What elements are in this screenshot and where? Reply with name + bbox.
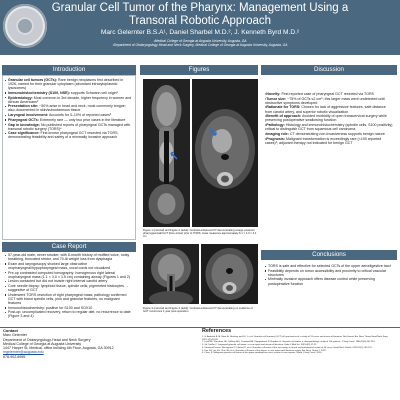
- reference-item: 4. Sanchez-Pereiro, Bonsignore CY, Batsul D, et al. Granular cell tumor of the oral cavity: a clinical and pathological review of 40 cases. Head Neck Pathol. 2018;12(1):153-157.: [202, 346, 373, 349]
- header-banner: [0, 0, 400, 55]
- intro-item: Pharyngeal GCTs: Extremely rare — only two prior cases in the literature: [4, 118, 132, 122]
- intro-item: Laryngeal involvement: Accounts for 3–10% of reported cases³: [4, 113, 132, 117]
- affiliation-1: ¹Medical College of Georgia at Augusta University, Augusta, GA: [153, 38, 247, 43]
- figure-3-coronal-ct: [143, 244, 199, 304]
- figure-3-image: [143, 244, 199, 304]
- references-title: References: [202, 328, 232, 334]
- figure-2-axial-ct: [192, 79, 258, 227]
- reference-item: 2. Lack EE, Worsham GF, Callihan MD, Crawford BE, Klappenbach S, Rowden G. Granular cell tumor: a clinicopathologic study of 110 patients. J Surg Oncol. 1980;13(4):301-316.: [202, 341, 376, 344]
- conclusions-header: Conclusions: [261, 250, 397, 260]
- case-item: Underwent TORS resection of right pharyngeal mass; pathology confirmed GCT with bland spindle cells, pink and granular features, no malignant features: [4, 293, 132, 305]
- figure-2-image: [192, 79, 258, 227]
- figure-3-4-caption: Figure 3 (coronal) and Figure 4 (axial): Contrast-enhanced CT demonstrating no evidence of GCT recurrence 1 year post-operation: [143, 307, 253, 314]
- case-item: Exam and laryngoscopy showed large obstructive oropharyngeal/hypopharyngeal mass, vocal cords not visualized: [4, 262, 132, 270]
- figure-4-axial-ct: [201, 244, 258, 304]
- references-list: [202, 336, 397, 355]
- figure-1-image: [143, 79, 190, 227]
- conclusion-item: Feasibility depends on tumor accessibility and proximity to critical vascular structures: [264, 269, 394, 277]
- reference-item: 6. Chen, K. Malignant granular cell tumor of the upper aerodigestive tract: review of case reports. World J Surg Oncol. 2019.: [202, 352, 322, 355]
- case-item: Pre-op contrasted computed tomography: homogenous right lateral oropharyngeal mass (1.1 × 3.0 × 1.5 cm) containing airway (Figures 1 and 2): [4, 271, 132, 279]
- contact-name: Marc Gelernter: [3, 333, 27, 338]
- case-item: Lesion contacted but did not invade right internal carotid artery: [4, 279, 132, 283]
- conclusion-item: TORS is safe and effective for selected GCTs of the upper aerodigestive tract: [264, 264, 394, 268]
- conclusion-item: Minimally invasive approach offers disease control while preserving postoperative function: [264, 277, 394, 285]
- discussion-item: •Tumor size: ~75% of GCTs ≤2 cm⁵; this larger mass went undetected until obstructive symptoms developed: [265, 96, 386, 105]
- intro-item: Epidemiology: Most common in 3rd decade, higher frequency in women and African Americans²: [4, 96, 132, 104]
- case-item: 57-year-old male, never smoker, with 8-month history of muffled voice, noisy breathing, truncated stridor, and 70-lb weight loss from dysphagia: [4, 253, 132, 261]
- contact-title: Contact: [3, 328, 18, 333]
- contact-phone: 678-902-8955: [3, 354, 26, 359]
- introduction-list: [4, 78, 132, 140]
- case-item: Core needle biopsy: lymphoid tissue, spindle cells, pigmented histiocytes → suggestive of GCT: [4, 284, 132, 292]
- intro-item: Granular cell tumors (GCTs): Rare benign neoplasms first described in 1926, named for their granular cytoplasm (abundant intracytoplasmic lysosomes): [4, 78, 132, 90]
- author-list: Marc Gelernter B.S.A¹, Daniel Sharbel M.D.², J. Kenneth Byrd M.D.²: [100, 29, 300, 36]
- conclusions-list: [264, 264, 394, 286]
- discussion-item: •Pathology: Histology and immunohistochemistry (spindle cells, S100 positivity) critical to distinguish GCT from squamous cell carcinoma: [265, 123, 393, 132]
- reference-item: 3. Sá Coelho C. Laryngeal granular cell tumor: a case report and review of literature. Kobe J Med Sci. 2019;4(2):17-21.: [202, 344, 318, 347]
- discussion-item: •Prognosis: Malignant transformation is exceedingly rare (<100 reported cases)⁶; adjuvant therapy not indicated for benign GCT: [265, 136, 382, 145]
- discussion-item: •Imaging role: CT demonstrating non-invasiveness supports benign nature: [265, 131, 385, 136]
- introduction-header: Introduction: [2, 65, 136, 75]
- discussion-item: •Benefit of approach: Avoided morbidity of open transcervical surgery while preserving postoperative swallowing function: [265, 114, 387, 123]
- discussion-list: [261, 92, 393, 145]
- affiliation-2: ²Department of Otolaryngology-Head and Neck Surgery, Medical College of Georgia at Augusta University, Augusta, GA: [112, 42, 288, 47]
- contact-email-link[interactable]: mgelernter@augusta.edu: [3, 350, 44, 355]
- discussion-item: •Rationale for TORS: Chosen for lack of aggressive features, safe distance from carotid artery, and superior robotic visualization: [265, 105, 386, 114]
- figures-header: Figures: [140, 65, 258, 75]
- intro-item: Gap in knowledge: No published reports of pharyngeal GCTs managed with transoral robotic surgery (TORS)⁴: [4, 123, 132, 131]
- contact-department: Department of Otolaryngology-Head and Neck Surgery: [3, 337, 91, 342]
- figure-1-2-caption: Figure 1 (coronal) and Figure 2 (axial): Contrast-enhanced CT demonstrating a large posterior pharyngeal wall GCT (blue arrow) prior to TORS; mass measures approximately 6.1 × 4.0 × 4.1 cm: [143, 229, 257, 239]
- poster-title: [0, 2, 400, 28]
- contact-school: Medical College of Georgia at Augusta University: [3, 341, 82, 346]
- case-report-header: Case Report: [2, 242, 136, 252]
- discussion-header: Discussion: [261, 65, 397, 75]
- case-item: Immunohistochemistry: positive for S100 and SOX10: [4, 306, 132, 310]
- figure-4-image: [201, 244, 258, 304]
- intro-item: Immunohistochemistry (S100, NSE): supports Schwann cell origin¹: [4, 91, 132, 95]
- contact-block: [3, 329, 133, 359]
- discussion-item: •Novelty: First reported case of pharyngeal GCT resected via TORS: [265, 92, 374, 96]
- reference-item: 1. S. Ardeshir B, M. Noor, A. Ghahary and SJ. I, et al. Granular cell tumours (GCT) of head and neck: a study of 13 cases and review of literature. Nat Journal Ear Nose Throat Head Neck Surg. 2021;1(1):20-26.: [202, 336, 389, 341]
- footer-divider: [0, 327, 400, 328]
- intro-item: Presentation site: ~50% arise in head and neck, most commonly tongue; also documented in skin/subcutaneous tissue: [4, 104, 132, 112]
- case-report-list: [4, 253, 132, 319]
- reference-item: 5. Kim JH, Lee SS, Choi JH, et al. Granular cell tumor of the larynx: a case report and literature review. Ear Nose Throat J. 2022.: [202, 349, 327, 352]
- title-line-1: Granular Cell Tumor of the Pharynx: Management Using a: [51, 2, 349, 14]
- intro-item: Case significance: First known pharyngeal GCT resected via TORS, demonstrating feasibility and safety of a minimally invasive approach: [4, 131, 132, 139]
- case-item: Post-op: uncomplicated recovery, return to regular diet, no recurrence to date (Figure 3 and 4): [4, 310, 132, 318]
- contact-address: 1447 Harper St, Medical, office building 4th Floor, Augusta, GA 30912: [3, 346, 114, 351]
- title-line-2: Transoral Robotic Approach: [128, 15, 272, 27]
- figure-1-coronal-ct: [143, 79, 190, 227]
